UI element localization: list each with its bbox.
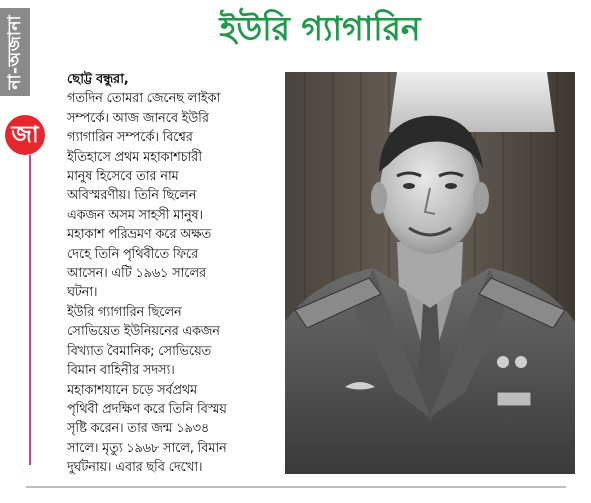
section-tab [0,8,30,96]
body-line: একজন অসম সাহসী মানুষ। [67,207,203,223]
article-greeting: ছোট্ট বন্ধুরা, [67,72,129,87]
body-line: আসেন। এটি ১৯৬১ সালের [67,266,206,282]
body-line: বিখ্যাত বৈমানিক; সোভিয়েত [67,343,212,359]
portrait-photo [285,72,575,474]
body-line: অবিস্মরণীয়। তিনি ছিলেন [67,188,197,204]
side-divider [29,155,31,465]
article-headline: ইউরি গ্যাগারিন [219,9,421,48]
body-line: ঘটনা। [67,285,98,301]
body-line: পৃথিবী প্রদক্ষিণ করে তিনি বিস্ময় [67,401,227,417]
section-tab-label: না-অজানা [5,14,25,90]
body-line: ইউরি গ্যাগারিন ছিলেন [67,304,182,320]
body-line: সোভিয়েত ইউনিয়নের একজন [67,324,220,340]
body-line: গ্যাগারিন সম্পর্কে। বিশ্বের [67,130,193,146]
section-badge [5,115,45,155]
body-line: ইতিহাসে প্রথম মহাকাশচারী [67,149,202,165]
article-body [67,70,282,478]
body-line: সালে। মৃত্যু ১৯৬৮ সালে, বিমান [67,440,227,456]
body-line: মহাকাশযানে চড়ে সর্বপ্রথম [67,382,198,398]
body-line: মানুষ হিসেবে তার নাম [67,169,179,185]
body-line: মহাকাশ পরিভ্রমণ করে অক্ষত [67,227,212,243]
body-line: দুর্ঘটনায়। এবার ছবি দেখো। [67,460,203,476]
body-line: সম্পর্কে। আজ জানবে ইউরি [67,110,209,126]
body-line: সৃষ্টি করেন। তার জন্ম ১৯৩৪ [67,421,210,437]
badge-letter: জা [11,121,39,148]
bottom-divider [26,486,566,488]
body-line: দেহে তিনি পৃথিবীতে ফিরে [67,246,199,262]
body-line: বিমান বাহিনীর সদস্য। [67,363,175,379]
body-line: গতদিন তোমরা জেনেছ লাইকা [67,91,221,107]
